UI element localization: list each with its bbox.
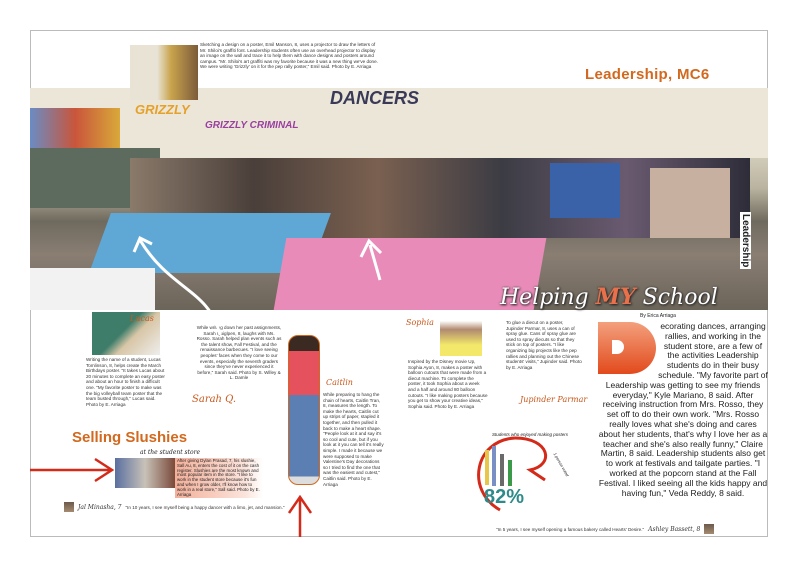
inset-projector-photo bbox=[130, 45, 198, 100]
stat-sub: 1 person voted bbox=[552, 451, 571, 478]
slushies-photo bbox=[115, 458, 175, 488]
marker bbox=[500, 454, 504, 486]
side-label: Leadership bbox=[740, 214, 751, 268]
slushies-subtitle: at the student store bbox=[140, 449, 201, 456]
stat-arrow bbox=[515, 438, 546, 480]
slushies-caption: After giving Dylan Prasad, 7, his slushie, Sall Au, 8, enters the cost of it on the cash register. Slushies are the most known and most popular item in the store. "I like to work in the student store because it's fun and when I grow older, I'll know how to work in a real store," Sall said. Photo by E. Arriaga bbox=[175, 458, 263, 498]
helping-my-school-heading bbox=[500, 284, 718, 310]
article-body bbox=[598, 322, 768, 498]
avatar bbox=[64, 502, 74, 512]
lucas-signature: Lucas bbox=[130, 314, 154, 323]
article-text: ecorating dances, arranging rallies, and working in the student store, are a few of the activities Leadership students do in their busy schedule. "My favorite part of Leadership was getting to see my friends everyday," Kyle Mariano, 8 said. After receiving instruction from Mrs. Rosso, they set off to do their own work. "Mrs. Rosso really loves what she's doing and cares about her students, that's why I love her as a teacher and she's also really funny," Claire Martin, 8 said. Leadership students also get to work at festivals and tailgate parties. "I worked at the popcorn stand at the Fall Festival. I liked seeing all the kids happy and having fun," Veda Reddy, 8 said. bbox=[598, 321, 768, 498]
heading-my: MY bbox=[595, 284, 636, 310]
quote-name: Jal Minasha, 7 bbox=[78, 503, 122, 511]
pointer-arrow bbox=[355, 235, 395, 285]
sophia-signature: Sophia bbox=[406, 318, 434, 327]
heading-part: School bbox=[635, 285, 718, 310]
sophia-photo bbox=[440, 312, 482, 356]
quote-right bbox=[496, 524, 714, 534]
stat-value: 82% bbox=[484, 486, 525, 508]
quote-text: "In 5 years, I see myself opening a famous bakery called Hearts' Desire." bbox=[496, 526, 645, 532]
lucas-caption: Writing the name of a student, Lucas Tomlinson, 8, helps create the March Birthdays poster. "It takes Lucas about 20 minutes to complete an easy poster and about an hour to finish a difficult one. "My favorite poster to make was the big volleyball team poster that the team busted through," Lucas said. Photo by E. Arriaga bbox=[86, 357, 165, 407]
sarah-caption: While writing down her past assignments, Sarah Quiglpen, 8, laughs with Ms. Rosso. Sarah helped plan events such as the talent show, Fall Festival, and the renaissance barbecues. "I love seeing peoples' faces when they come to our events, especially the seventh graders since they've never experienced it before," Sarah said. Photo by S. Willey & L. Damle bbox=[196, 325, 282, 381]
pointer-arrow bbox=[130, 230, 230, 340]
mural-grizzly: GRIZZLY bbox=[135, 102, 190, 117]
marker bbox=[492, 446, 496, 486]
inset-caption: Sketching a design on a poster, Emil Manson, 8, uses a projector to draw the letters of Mr. Shiloi's graffiti font. Leadership students often use an overhead projector to display an image on the wall and trace it to help them with dance designs and posters around campus. "Mr. Shiloi's art graffiti was my favorite because it was a new thing we've done. We were writing 'Grizzly' on it for the pep rally poster," Emil said. Photo by E. Arriaga bbox=[200, 42, 378, 70]
caitlin-caption: While preparing to hang the chain of hearts, Caitlin Tran, 8, measures the length. To make the hearts, Caitlin cut up strips of paper, stapled it together, and then pulled it back to make a heart shape. "People look at it and say it's so cool and cute, but if you look at it you can tell it's really simple. I made it because we were supposed to make Valentine's Day decorations so I tried to find the one that was the easiest and cutest," Caitlin said. Photo by E. Arriaga bbox=[323, 392, 384, 487]
sophia-caption: Inspired by the Disney movie Up, Sophia Ayon, 8, makes a poster with balloon cutouts that were made from a diecut machine. To complete the poster, it took Sophia about a week and a half and around 80 balloon cutouts. "I like making posters because you get to show your creative ideas," Sophia said. Photo by E. Arriaga bbox=[408, 359, 488, 409]
up-arrow bbox=[285, 495, 315, 537]
stat-label: Students who enjoyed making posters bbox=[492, 432, 569, 437]
page-title: Leadership, MC6 bbox=[585, 66, 710, 83]
left-arrow bbox=[30, 455, 120, 485]
quote-name: Ashley Bassett, 8 bbox=[648, 525, 701, 533]
slushies-title: Selling Slushies bbox=[72, 429, 188, 446]
sarah-signature: Sarah Q. bbox=[192, 394, 237, 405]
avatar bbox=[704, 524, 714, 534]
marker bbox=[508, 460, 512, 486]
jupinder-caption: To glue a diecut on a poster, Jupinder Parmar, 8, uses a can of spray glue. Cans of spray glue are used to spray diecuts so that they stick on top of posters. "I like organizing big projects like the pep rallies and planning out the Chinese students' visits," Jupinder said. Photo by E. Arriaga bbox=[506, 320, 582, 370]
mural-dancers: DANCERS bbox=[330, 88, 420, 108]
jupinder-signature: Jupinder Parmar bbox=[520, 395, 588, 404]
caitlin-signature: Caitlin bbox=[326, 378, 353, 387]
marker bbox=[485, 450, 489, 485]
mural-criminal: GRIZZLY CRIMINAL bbox=[205, 120, 299, 131]
byline: By Erica Arriaga bbox=[640, 313, 676, 319]
heading-part: Helping bbox=[500, 285, 596, 310]
quote-left bbox=[64, 502, 285, 512]
quote-text: "In 10 years, I see myself being a happy dancer with a limo, jet, and mansion." bbox=[125, 504, 285, 510]
caitlin-photo bbox=[288, 335, 320, 485]
